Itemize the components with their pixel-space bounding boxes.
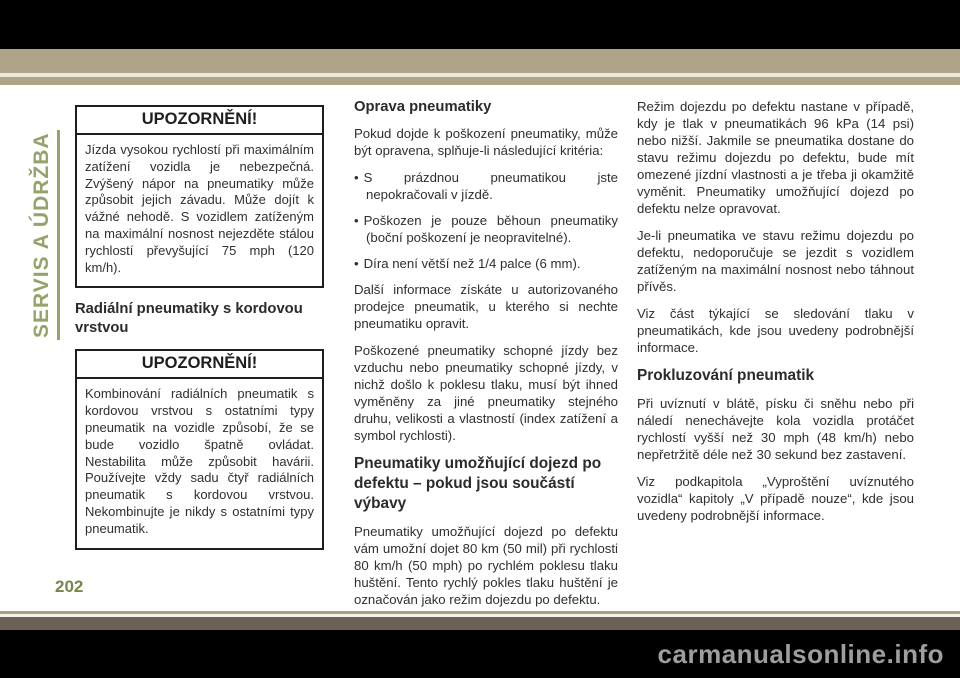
paragraph: Další informace získáte u autorizovaného prodejce pneumatik, u kterého si nechte pneumatiku opravit. <box>354 282 618 331</box>
page-number: 202 <box>55 577 84 596</box>
paragraph: Je-li pneumatika ve stavu režimu dojezdu po defektu, nedoporučuje se jezdit s vozidlem zatíženým na maximální nosnost nebo táhnout přívěs. <box>637 228 914 294</box>
warning-body: Jízda vysokou rychlostí při maximálním zatížení vozidla je nebezpečná. Zvýšený nápor na pneumatiky může způsobit jejich závadu. Může dojít k vážné nehodě. S vozidlem zatíženým na maximální nosnost nejezděte stálou rychlostí převyšující 75 mph (120 km/h). <box>85 142 314 275</box>
watermark-text: carmanualsonline.info <box>657 638 944 669</box>
section-heading-tire-repair: Oprava pneumatiky <box>354 99 492 115</box>
list-item <box>354 212 618 246</box>
paragraph: Viz podkapitola „Vyproštění uvíznutého vozidla“ kapitoly „V případě nouze“, kde jsou uvedeny podrobnější informace. <box>637 474 914 523</box>
chapter-sidebar-label: SERVIS A ÚDRŽBA <box>30 130 60 340</box>
section-heading-radial-tires: Radiální pneumatiky s kordovou vrstvou <box>75 301 303 337</box>
bullet-icon: • <box>354 256 359 271</box>
paragraph: Viz část týkající se sledování tlaku v pneumatikách, kde jsou uvedeny podrobnější informace. <box>637 306 914 355</box>
paragraph: Režim dojezdu po defektu nastane v případě, kdy je tlak v pneumatikách 96 kPa (14 psi) nebo nižší. Jakmile se pneumatika dostane do stavu režimu dojezdu po defektu, bude mít omezené jízdní vlastnosti a je třeba ji okamžitě vyměnit. Pneumatiky umožňující dojezd po defektu nelze opravovat. <box>637 99 914 216</box>
warning-title: UPOZORNĚNÍ! <box>77 351 322 379</box>
section-heading-run-flat-tires: Pneumatiky umožňující dojezd po defektu – pokud jsou součástí výbavy <box>354 455 602 512</box>
bottom-black-band <box>0 630 960 678</box>
list-item <box>354 169 618 203</box>
bottom-dark-band <box>0 617 960 630</box>
paragraph: Při uvíznutí v blátě, písku či sněhu nebo při náledí nenechávejte kola vozidla protáčet rychlostí vyšší než 30 mph (48 km/h) nebo nepřetržitě déle než 30 sekund bez zastavení. <box>637 396 914 462</box>
list-item-text: Poškozen je pouze běhoun pneumatiky (boční poškození je neopravitelné). <box>363 213 618 245</box>
warning-body: Kombinování radiálních pneumatik s kordovou vrstvou s ostatními typy pneumatik na vozidle způsobí, že se bude vozidlo špatně ovládat. Nestabilita může způsobit havárii. Používejte vždy sadu čtyř radiálních pneumatik s kordovou vrstvou. Nekombinujte je nikdy s ostatními typy pneumatik. <box>85 386 314 536</box>
list-item-text: S prázdnou pneumatikou jste nepokračovali v jízdě. <box>363 170 618 202</box>
paragraph: Poškozené pneumatiky schopné jízdy bez vzduchu nebo pneumatiky schopné jízdy, v nichž došlo k poklesu tlaku, musí být ihned vyměněny za jiné pneumatiky stejného druhu, velikosti a vlastností (index zatížení a symbol rychlosti). <box>354 343 618 443</box>
top-tan-thin-band <box>0 77 960 85</box>
paragraph: Pokud dojde k poškození pneumatiky, může být opravena, splňuje-li následující kritéria: <box>354 126 618 158</box>
warning-box-1 <box>75 105 324 288</box>
warning-box-2 <box>75 349 324 549</box>
column-middle <box>354 98 618 618</box>
bullet-icon: • <box>354 213 359 228</box>
section-heading-tire-spinning: Prokluzování pneumatik <box>637 367 815 384</box>
top-black-band <box>0 0 960 49</box>
top-tan-band <box>0 49 960 73</box>
paragraph: Pneumatiky umožňující dojezd po defektu vám umožní dojet 80 km (50 mil) při rychlosti 80 km/h (50 mph) po rychlém poklesu tlaku huštění. Tento rychlý pokles tlaku huštění je označován jako režim dojezdu po defektu. <box>354 524 618 607</box>
list-item-text: Díra není větší než 1/4 palce (6 mm). <box>363 256 581 271</box>
column-left <box>75 105 324 562</box>
list-item <box>354 255 618 272</box>
column-right <box>637 98 914 534</box>
warning-title: UPOZORNĚNÍ! <box>77 107 322 135</box>
bullet-icon: • <box>354 170 359 185</box>
page-content <box>0 85 960 611</box>
